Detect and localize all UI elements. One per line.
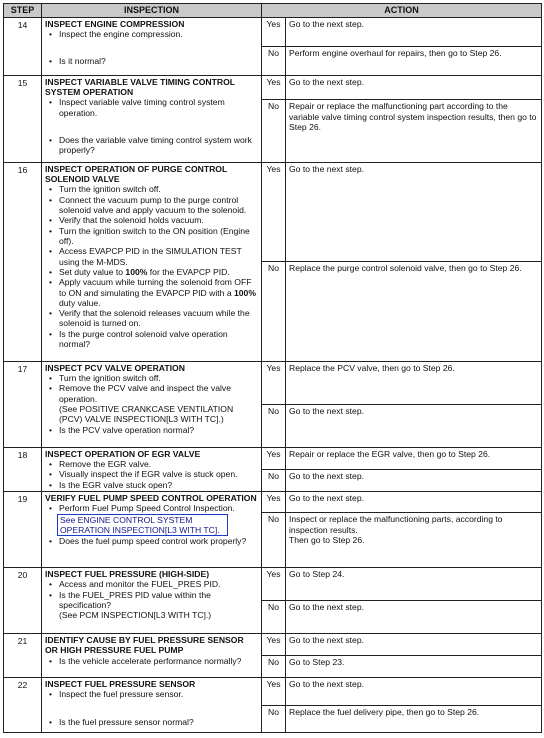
list-item: [45, 277, 258, 308]
answer-yes: Yes: [262, 447, 286, 469]
inspection-cell: [42, 447, 262, 491]
inspection-title: INSPECT FUEL PRESSURE (HIGH-SIDE): [45, 569, 210, 580]
action-text: Replace the PCV valve, then go to Step 26.: [286, 361, 542, 404]
inspection-list: [45, 97, 258, 155]
inspection-cell: [42, 678, 262, 733]
header-inspection: INSPECTION: [42, 4, 262, 18]
table-row: [4, 678, 542, 706]
step-number: 16: [4, 162, 42, 361]
action-text: Inspect or replace the malfunctioning parts, according to inspection results.: [289, 514, 503, 535]
inspection-list: [45, 29, 258, 67]
inspection-list: [45, 689, 258, 727]
answer-yes: Yes: [262, 75, 286, 100]
inspection-list: [45, 579, 258, 620]
inspection-list: [45, 656, 258, 666]
list-item: • Perform Fuel Pump Speed Control Inspection.: [45, 503, 258, 513]
inspection-title: INSPECT PCV VALVE OPERATION: [45, 362, 185, 373]
list-item: • Is the PCV valve operation normal?: [45, 425, 258, 435]
table-row: [4, 361, 542, 404]
list-item: • Remove the PCV valve and inspect the valve operation.: [45, 383, 258, 404]
inspection-title: INSPECT FUEL PRESSURE SENSOR: [45, 679, 196, 690]
answer-yes: Yes: [262, 361, 286, 404]
list-item: • Is the vehicle accelerate performance normally?: [45, 656, 258, 666]
inspection-cell: [42, 634, 262, 678]
action-text: Go to the next step.: [286, 634, 542, 656]
duty-value: 100%: [125, 266, 148, 277]
action-text: Go to the next step.: [286, 492, 542, 513]
reference-link-box[interactable]: See ENGINE CONTROL SYSTEM OPERATION INSPECTION[L3 WITH TC].: [57, 514, 228, 537]
step-number: 21: [4, 634, 42, 678]
diagnostic-table: [3, 3, 542, 733]
step-number: 18: [4, 447, 42, 491]
answer-yes: Yes: [262, 634, 286, 656]
list-item: • Is it normal?: [45, 56, 258, 66]
list-item: • Turn the ignition switch to the ON position (Engine off).: [45, 226, 258, 247]
table-row: [4, 492, 542, 513]
list-item: (See PCM INSPECTION[L3 WITH TC].): [59, 610, 212, 621]
item-text: duty value.: [59, 297, 101, 308]
action-text: Repair or replace the EGR valve, then go to Step 26.: [286, 447, 542, 469]
table-row: [4, 634, 542, 656]
action-text: Go to Step 23.: [286, 656, 542, 678]
step-number: 17: [4, 361, 42, 447]
list-item: • Access and monitor the FUEL_PRES PID.: [45, 579, 258, 589]
step-number: 15: [4, 75, 42, 162]
list-item: • Connect the vacuum pump to the purge control solenoid valve and apply vacuum to the solenoid.: [45, 195, 258, 216]
answer-no: No: [262, 656, 286, 678]
diagnostic-procedure-page: [3, 3, 541, 733]
inspection-list: [45, 536, 258, 546]
step-number: 22: [4, 678, 42, 733]
list-item: • Is the purge control solenoid valve operation normal?: [45, 329, 258, 350]
action-text: Go to the next step.: [286, 162, 542, 262]
action-text: Go to the next step.: [286, 404, 542, 447]
answer-no: No: [262, 601, 286, 634]
list-item: • Is the fuel pressure sensor normal?: [45, 717, 258, 727]
answer-yes: Yes: [262, 492, 286, 513]
table-row: [4, 17, 542, 46]
list-item: • Access EVAPCP PID in the SIMULATION TEST using the M-MDS.: [45, 246, 258, 267]
answer-yes: Yes: [262, 568, 286, 601]
action-cell: [286, 513, 542, 568]
answer-no: No: [262, 404, 286, 447]
item-text: Set duty value to: [59, 266, 124, 277]
action-text: Go to the next step.: [286, 601, 542, 634]
answer-no: No: [262, 262, 286, 362]
inspection-list: [45, 459, 258, 490]
action-text: Go to the next step.: [286, 469, 542, 491]
inspection-title: INSPECT VARIABLE VALVE TIMING CONTROL SYSTEM OPERATION: [45, 76, 235, 98]
list-item: • Is the FUEL_PRES PID value within the specification?: [45, 590, 258, 611]
list-item: • Visually inspect the if EGR valve is stuck open.: [45, 469, 258, 479]
list-item: • Verify that the solenoid holds vacuum.: [45, 215, 258, 225]
answer-yes: Yes: [262, 678, 286, 706]
step-number: 14: [4, 17, 42, 75]
action-text: Perform engine overhaul for repairs, then go to Step 26.: [286, 46, 542, 75]
list-item: • Verify that the solenoid releases vacuum while the solenoid is turned on.: [45, 308, 258, 329]
step-number: 20: [4, 568, 42, 634]
inspection-cell: [42, 568, 262, 634]
inspection-title: INSPECT ENGINE COMPRESSION: [45, 18, 185, 29]
answer-no: No: [262, 46, 286, 75]
list-item: (See POSITIVE CRANKCASE VENTILATION (PCV) VALVE INSPECTION[L3 WITH TC].): [59, 404, 234, 425]
list-item: • Inspect variable valve timing control system operation.: [45, 97, 258, 118]
duty-value: 100%: [233, 287, 256, 298]
list-item: • Remove the EGR valve.: [45, 459, 258, 469]
answer-no: No: [262, 705, 286, 733]
inspection-cell: [42, 492, 262, 568]
answer-no: No: [262, 100, 286, 163]
action-text: Then go to Step 26.: [289, 535, 365, 546]
table-row: [4, 162, 542, 262]
inspection-list: [45, 184, 258, 349]
header-action: ACTION: [262, 4, 542, 18]
list-item: [45, 267, 258, 277]
action-text: Go to the next step.: [286, 678, 542, 706]
list-item: • Inspect the engine compression.: [45, 29, 258, 39]
item-text: for the EVAPCP PID.: [149, 266, 230, 277]
answer-no: No: [262, 469, 286, 491]
action-text: Go to Step 24.: [286, 568, 542, 601]
table-row: [4, 75, 542, 100]
list-item: • Turn the ignition switch off.: [45, 184, 258, 194]
action-text: Replace the fuel delivery pipe, then go to Step 26.: [286, 705, 542, 733]
header-step: STEP: [4, 4, 42, 18]
action-text: Repair or replace the malfunctioning part according to the variable valve timing control system inspection results, then go to Step 26.: [286, 100, 542, 163]
list-item: • Turn the ignition switch off.: [45, 373, 258, 383]
list-item: • Is the EGR valve stuck open?: [45, 480, 258, 490]
inspection-cell: [42, 75, 262, 162]
action-text: Go to the next step.: [286, 17, 542, 46]
action-text: Replace the purge control solenoid valve, then go to Step 26.: [286, 262, 542, 362]
answer-no: No: [262, 513, 286, 568]
inspection-title: INSPECT OPERATION OF PURGE CONTROL SOLENOID VALVE: [45, 163, 228, 185]
table-row: [4, 447, 542, 469]
list-item: • Inspect the fuel pressure sensor.: [45, 689, 258, 699]
inspection-title: IDENTIFY CAUSE BY FUEL PRESSURE SENSOR OR HIGH PRESSURE FUEL PUMP: [45, 635, 244, 656]
item-text: Apply vacuum while turning the solenoid from OFF to ON and simulating the EVAPCP PID with a: [59, 277, 252, 298]
table-header-row: [4, 4, 542, 18]
inspection-list: [45, 503, 258, 513]
action-text: Go to the next step.: [286, 75, 542, 100]
list-item: • Does the fuel pump speed control work properly?: [45, 536, 258, 546]
inspection-cell: [42, 17, 262, 75]
inspection-cell: [42, 361, 262, 447]
answer-yes: Yes: [262, 162, 286, 262]
inspection-list: [45, 373, 258, 435]
inspection-title: VERIFY FUEL PUMP SPEED CONTROL OPERATION: [45, 493, 257, 504]
inspection-title: INSPECT OPERATION OF EGR VALVE: [45, 448, 201, 459]
list-item: • Does the variable valve timing control system work properly?: [45, 135, 258, 156]
inspection-cell: [42, 162, 262, 361]
table-row: [4, 568, 542, 601]
step-number: 19: [4, 492, 42, 568]
answer-yes: Yes: [262, 17, 286, 46]
